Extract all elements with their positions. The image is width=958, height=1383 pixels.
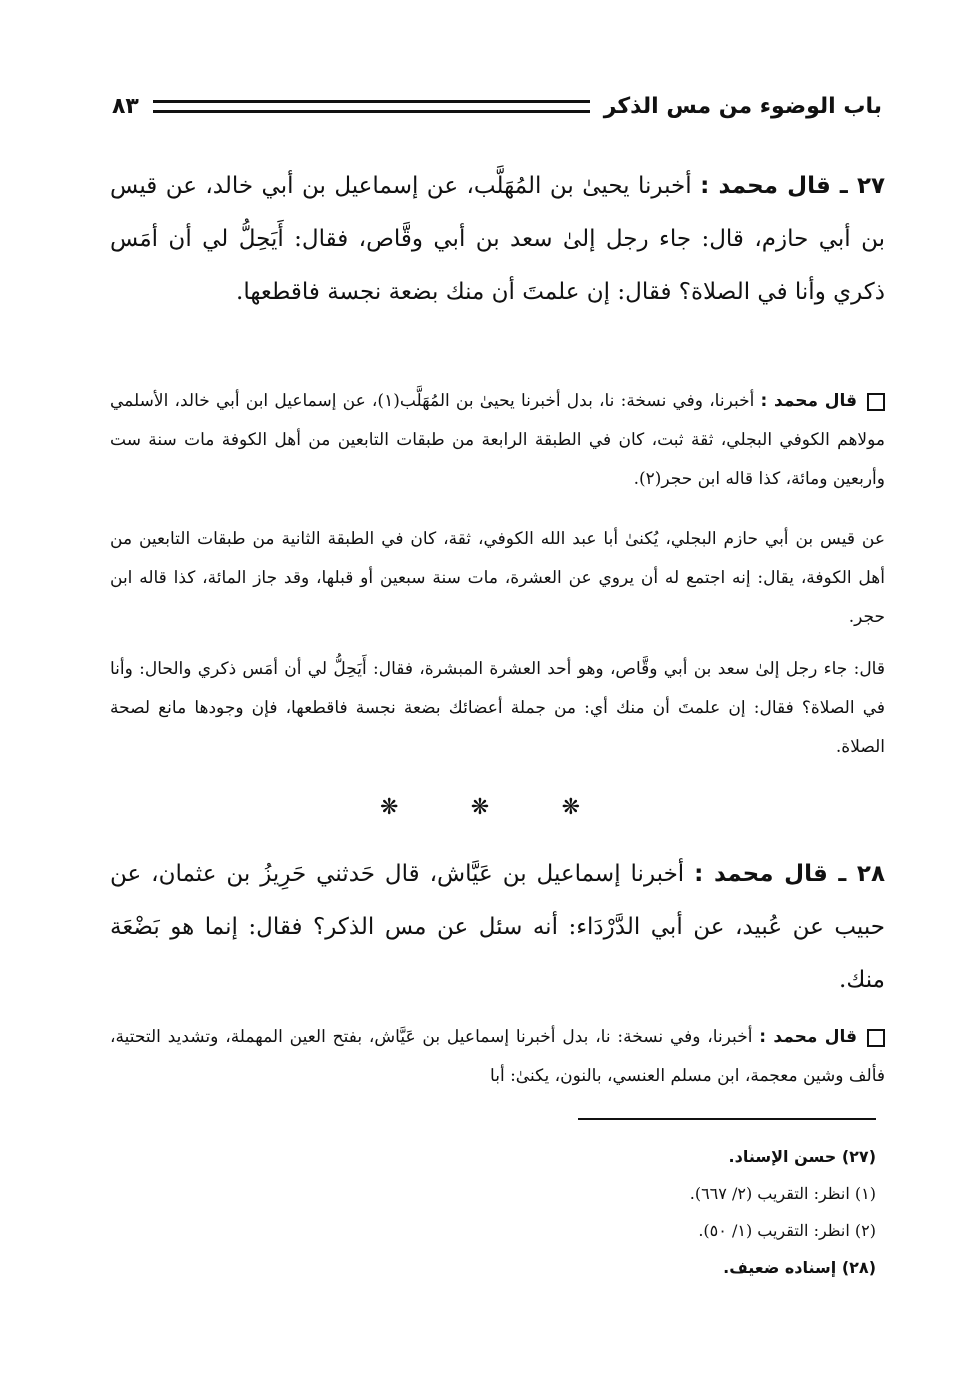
commentary-27-text-2: عن قيس بن أبي حازم البجلي، يُكنىٰ أبا عبد الله الكوفي، ثقة، كان في الطبقة الثانية من طبقات التابعين من أهل الكوفة، يقال: إنه اجتمع له أن يروي عن العشرة، مات سنة سبعين أو قبلها، وقد جاز المائة، كذا قاله ابن حجر.	[110, 529, 885, 627]
header-rule	[153, 100, 590, 113]
footnote-rule	[578, 1118, 876, 1120]
commentary-27-lead: قال محمد :	[760, 391, 858, 411]
asterism-icon: ❋	[380, 795, 399, 820]
hadith-28-text: أخبرنا إسماعيل بن عَيَّاش، قال حَدثني حَرِيزُ بن عثمان، عن حبيب عن عُبيد، عن أبي الدَّرْدَاء: أنه سئل عن مس الذكر؟ فقال: إنما هو بَضْعَة منك.	[110, 861, 885, 993]
commentary-28-text-1: أخبرنا، وفي نسخة: نا، بدل أخبرنا إسماعيل بن عَيَّاش، بفتح العين المهملة، وتشديد التحتية، فألف وشين معجمة، ابن مسلم العنسي، بالنون، يكنىٰ: أبا	[110, 1027, 885, 1086]
commentary-27-para-2	[110, 520, 885, 637]
commentary-27-text-1: أخبرنا، وفي نسخة: نا، بدل أخبرنا يحيىٰ بن المُهَلَّب(١)، عن إسماعيل ابن أبي خالد، الأسلمي مولاهم الكوفي البجلي، ثقة ثبت، كان في الطبقة الرابعة من طبقات التابعين من أهل الكوفة مات سنة ست وأربعين ومائة، كذا قاله ابن حجر(٢).	[110, 391, 885, 489]
footnote-1: (١) انظر: التقريب (٢/ ٦٦٧).	[689, 1184, 876, 1203]
running-header	[112, 88, 882, 124]
asterism-icon: ❋	[470, 795, 490, 820]
commentary-28-para-1	[110, 1018, 885, 1096]
section-separator	[380, 795, 580, 820]
chapter-title: باب الوضوء من مس الذكر	[603, 93, 882, 119]
hadith-27-text: أخبرنا يحيىٰ بن المُهَلَّب، عن إسماعيل بن أبي خالد، عن قيس بن أبي حازم، قال: جاء رجل إلىٰ سعد بن أبي وقَّاص، فقال: أَيَحِلُّ لي أن أمَس ذكري وأنا في الصلاة؟ فقال: إن علمتَ أن منك بضعة نجسة فاقطعها.	[110, 173, 885, 305]
footnotes	[690, 1138, 876, 1286]
footnote-27: (٢٧) حسن الإسناد.	[728, 1147, 876, 1166]
commentary-27-para-1	[110, 382, 885, 499]
commentary-28-lead: قال محمد :	[759, 1027, 857, 1047]
hadith-27-lead: ٢٧ ـ قال محمد :	[700, 173, 886, 199]
hadith-28	[110, 848, 885, 1007]
hadith-27	[110, 160, 885, 319]
commentary-27-text-3: قال: جاء رجل إلىٰ سعد بن أبي وقَّاص، وهو أحد العشرة المبشرة، فقال: أَيَحِلُّ لي أن أمَس ذكري والحال: وأنا في الصلاة؟ فقال: إن علمتَ أن منك أي: من جملة أعضائك بضعة نجسة فاقطعها، فإن وجودها مانع لصحة الصلاة.	[110, 659, 885, 757]
square-marker-icon	[867, 1029, 885, 1047]
square-marker-icon	[867, 393, 885, 411]
footnote-2: (٢) انظر: التقريب (١/ ٥٠).	[698, 1221, 876, 1240]
asterism-icon: ❋	[561, 795, 580, 820]
page-number: ٨٣	[112, 93, 139, 119]
hadith-28-lead: ٢٨ ـ قال محمد :	[694, 861, 885, 887]
commentary-27-para-3	[110, 650, 885, 767]
footnote-28: (٢٨) إسناده ضعيف.	[723, 1258, 876, 1277]
